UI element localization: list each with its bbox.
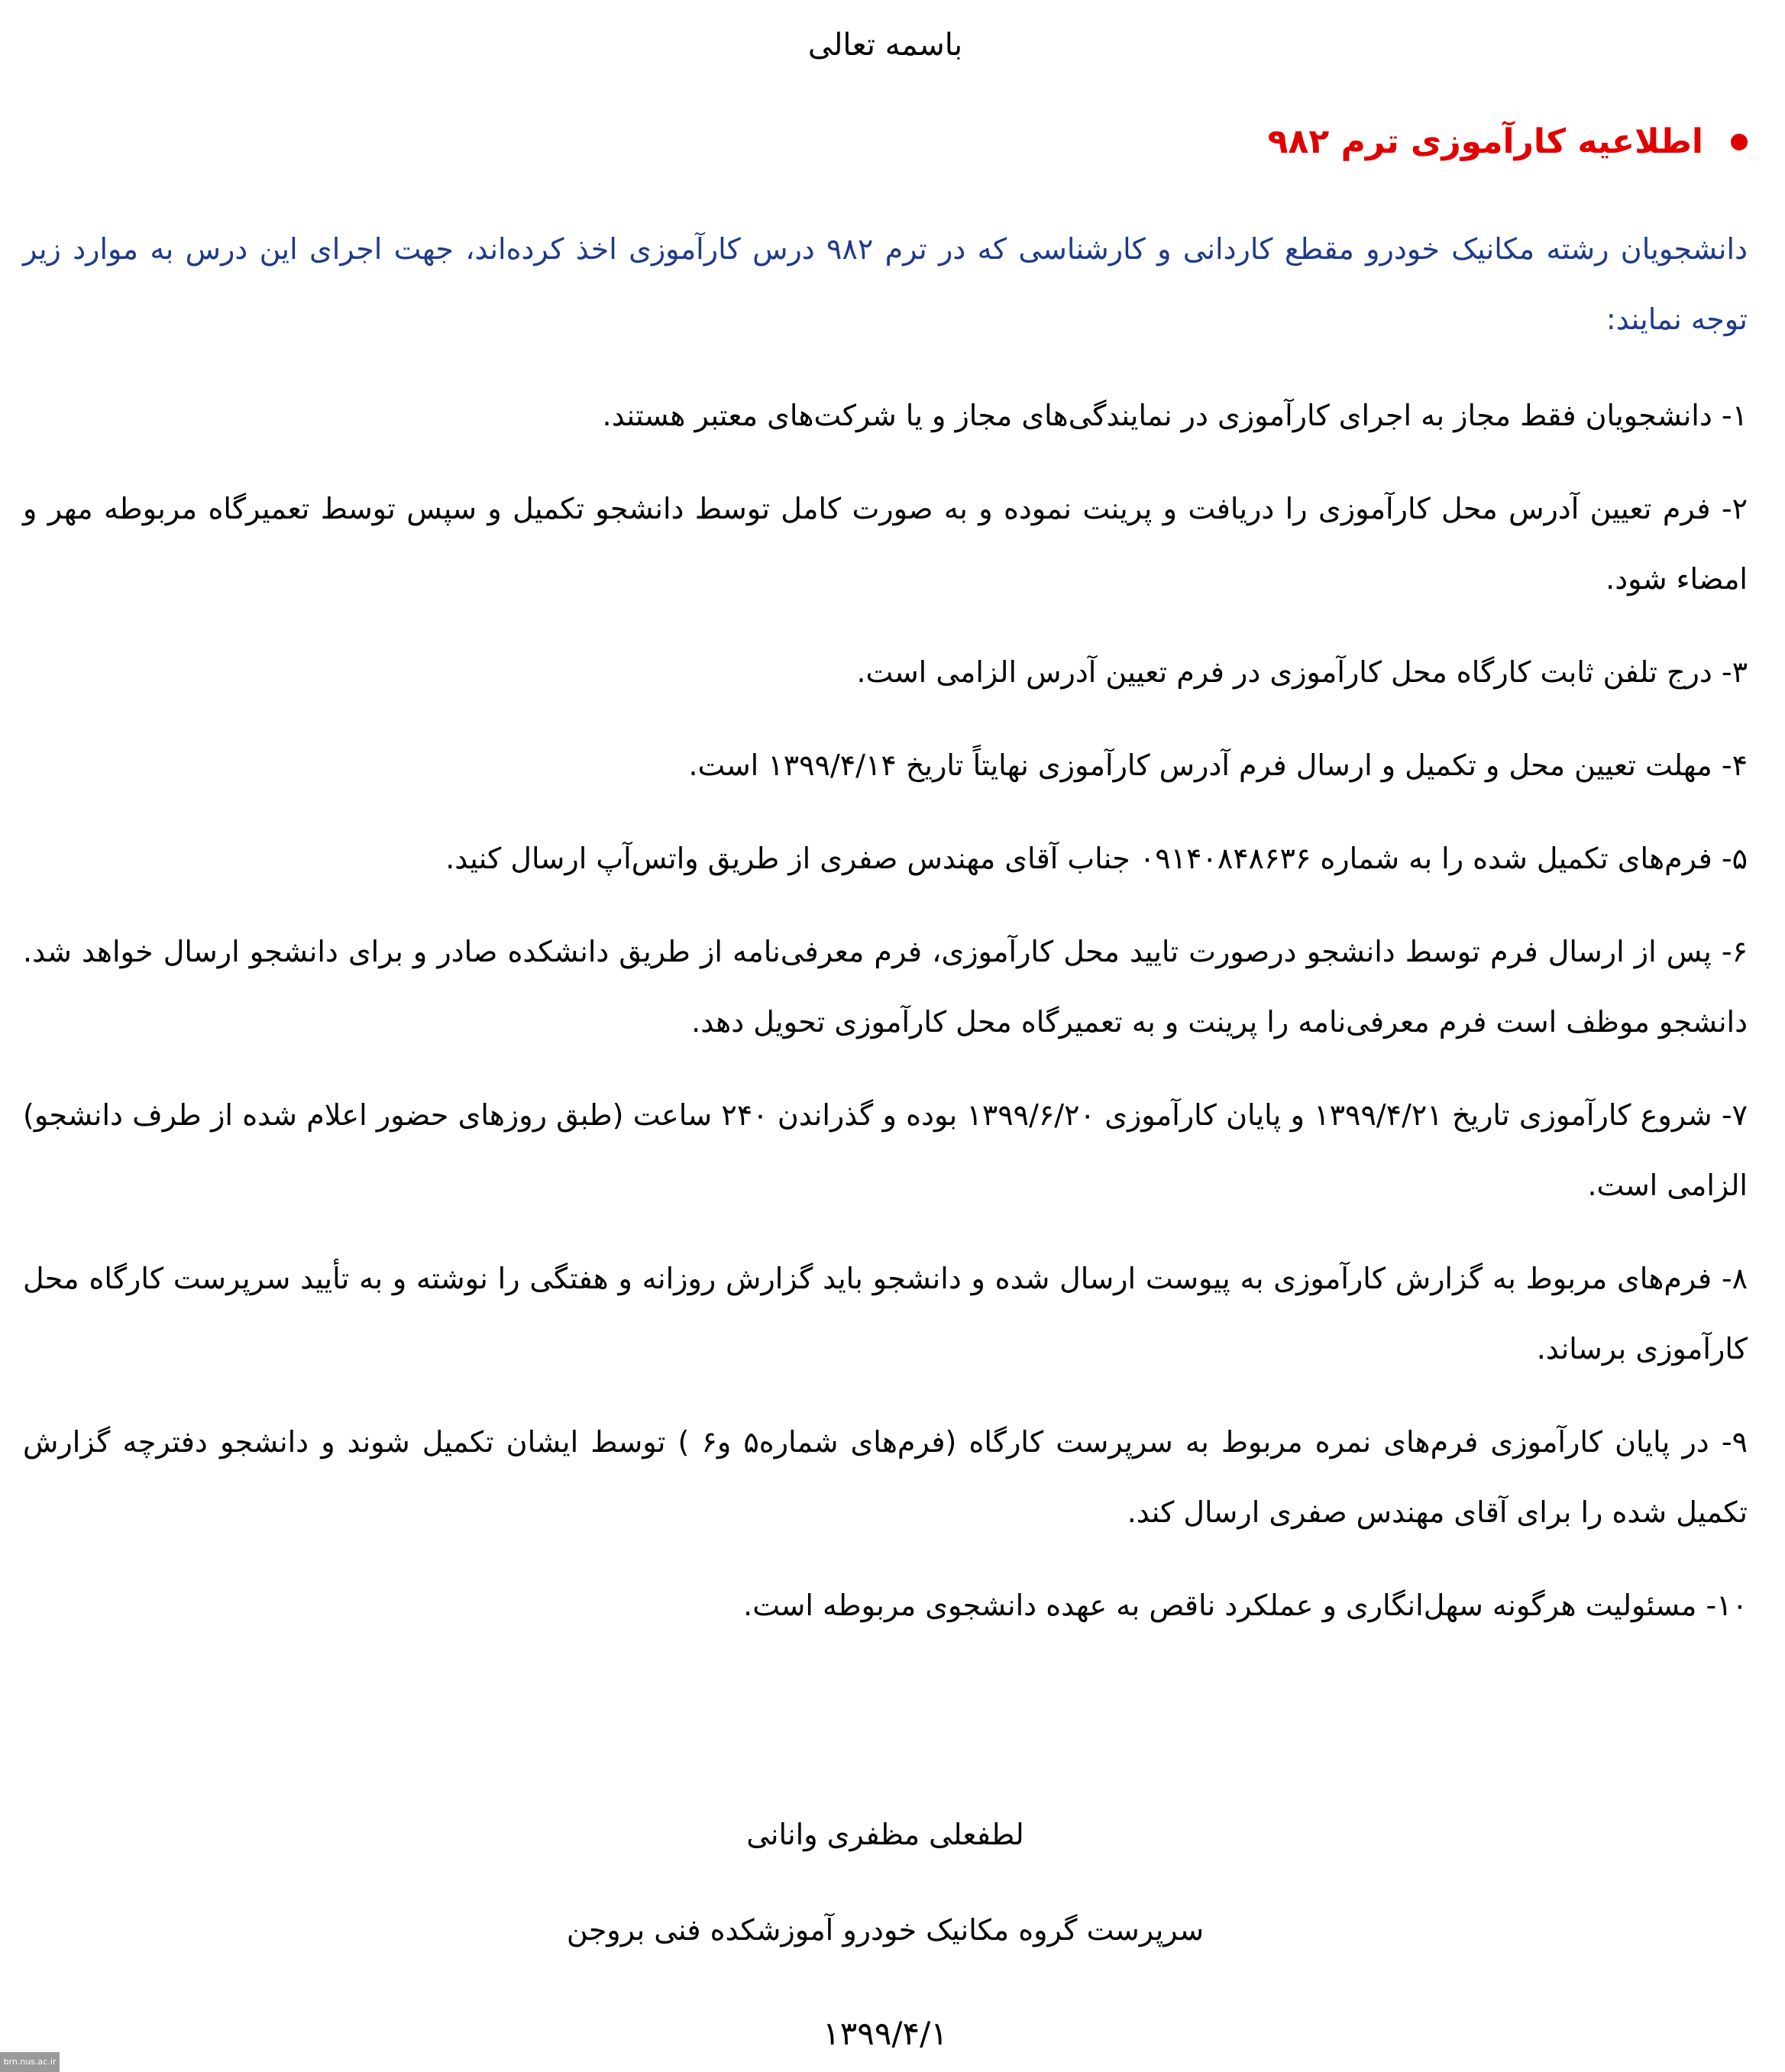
instruction-item-2: ۲- فرم تعیین آدرس محل کارآموزی را دریافت و پرینت نموده و به صورت کامل توسط دانشجو تکمیل و سپس توسط تعمیرگاه مربوطه مهر و امضاء شود. bbox=[23, 492, 1748, 596]
instruction-item-4: ۴- مهلت تعیین محل و تکمیل و ارسال فرم آدرس کارآموزی نهایتاً تاریخ ۱۳۹۹/۴/۱۴ است. bbox=[688, 748, 1748, 782]
title-row bbox=[1268, 122, 1748, 161]
instruction-item-6: ۶- پس از ارسال فرم توسط دانشجو درصورت تایید محل کارآموزی، فرم معرفی‌نامه از طریق دانشکده صادر و برای دانشجو ارسال خواهد شد. دانشجو موظف است فرم معرفی‌نامه را پرینت و به تعمیرگاه محل کارآموزی تحویل دهد. bbox=[23, 935, 1748, 1039]
intro-paragraph: دانشجویان رشته مکانیک خودرو مقطع کاردانی و کارشناسی که در ترم ۹۸۲ درس کارآموزی اخذ کرده‌اند، جهت اجرای این درس به موارد زیر توجه نمایند: bbox=[23, 232, 1748, 336]
site-watermark: brn.nus.ac.ir bbox=[0, 2052, 60, 2072]
instruction-item-5: ۵- فرم‌های تکمیل شده را به شماره ۰۹۱۴۰۸۴۸۶۳۶ جناب آقای مهندس صفری از طریق واتس‌آپ ارسال کنید. bbox=[445, 842, 1748, 875]
signatory-name: لطفعلی مظفری وانانی bbox=[746, 1818, 1024, 1851]
document-heading: باسمه تعالی bbox=[807, 27, 963, 63]
notice-title: اطلاعیه کارآموزی ترم ۹۸۲ bbox=[1267, 122, 1703, 161]
instruction-item-7: ۷- شروع کارآموزی تاریخ ۱۳۹۹/۴/۲۱ و پایان کارآموزی ۱۳۹۹/۶/۲۰ بوده و گذراندن ۲۴۰ ساعت (طبق روزهای حضور اعلام شده از طرف دانشجو) الزامی است. bbox=[23, 1098, 1748, 1202]
bullet-icon bbox=[1731, 134, 1748, 150]
instruction-item-8: ۸- فرم‌های مربوط به گزارش کارآموزی به پیوست ارسال شده و دانشجو باید گزارش روزانه و هفتگی را نوشته و به تأیید سرپرست کارگاه محل کارآموزی برساند. bbox=[23, 1262, 1748, 1366]
instruction-list bbox=[23, 380, 1748, 1663]
notice-document bbox=[23, 0, 1748, 2072]
instruction-item-9: ۹- در پایان کارآموزی فرم‌های نمره مربوط به سرپرست کارگاه (فرم‌های شماره۵ و۶ ) توسط ایشان تکمیل شوند و دانشجو دفترچه گزارش تکمیل شده را برای آقای مهندس صفری ارسال کند. bbox=[23, 1425, 1748, 1529]
signatory-role: سرپرست گروه مکانیک خودرو آموزشکده فنی بروجن bbox=[566, 1913, 1205, 1947]
instruction-item-3: ۳- درج تلفن ثابت کارگاه محل کارآموزی در فرم تعیین آدرس الزامی است. bbox=[856, 655, 1748, 689]
instruction-item-1: ۱- دانشجویان فقط مجاز به اجرای کارآموزی در نمایندگی‌های مجاز و یا شرکت‌های معتبر هستند. bbox=[602, 399, 1748, 432]
instruction-item-10: ۱۰- مسئولیت هرگونه سهل‌انگاری و عملکرد ناقص به عهده دانشجوی مربوطه است. bbox=[743, 1589, 1748, 1622]
document-date: ۱۳۹۹/۴/۱ bbox=[823, 2015, 948, 2052]
